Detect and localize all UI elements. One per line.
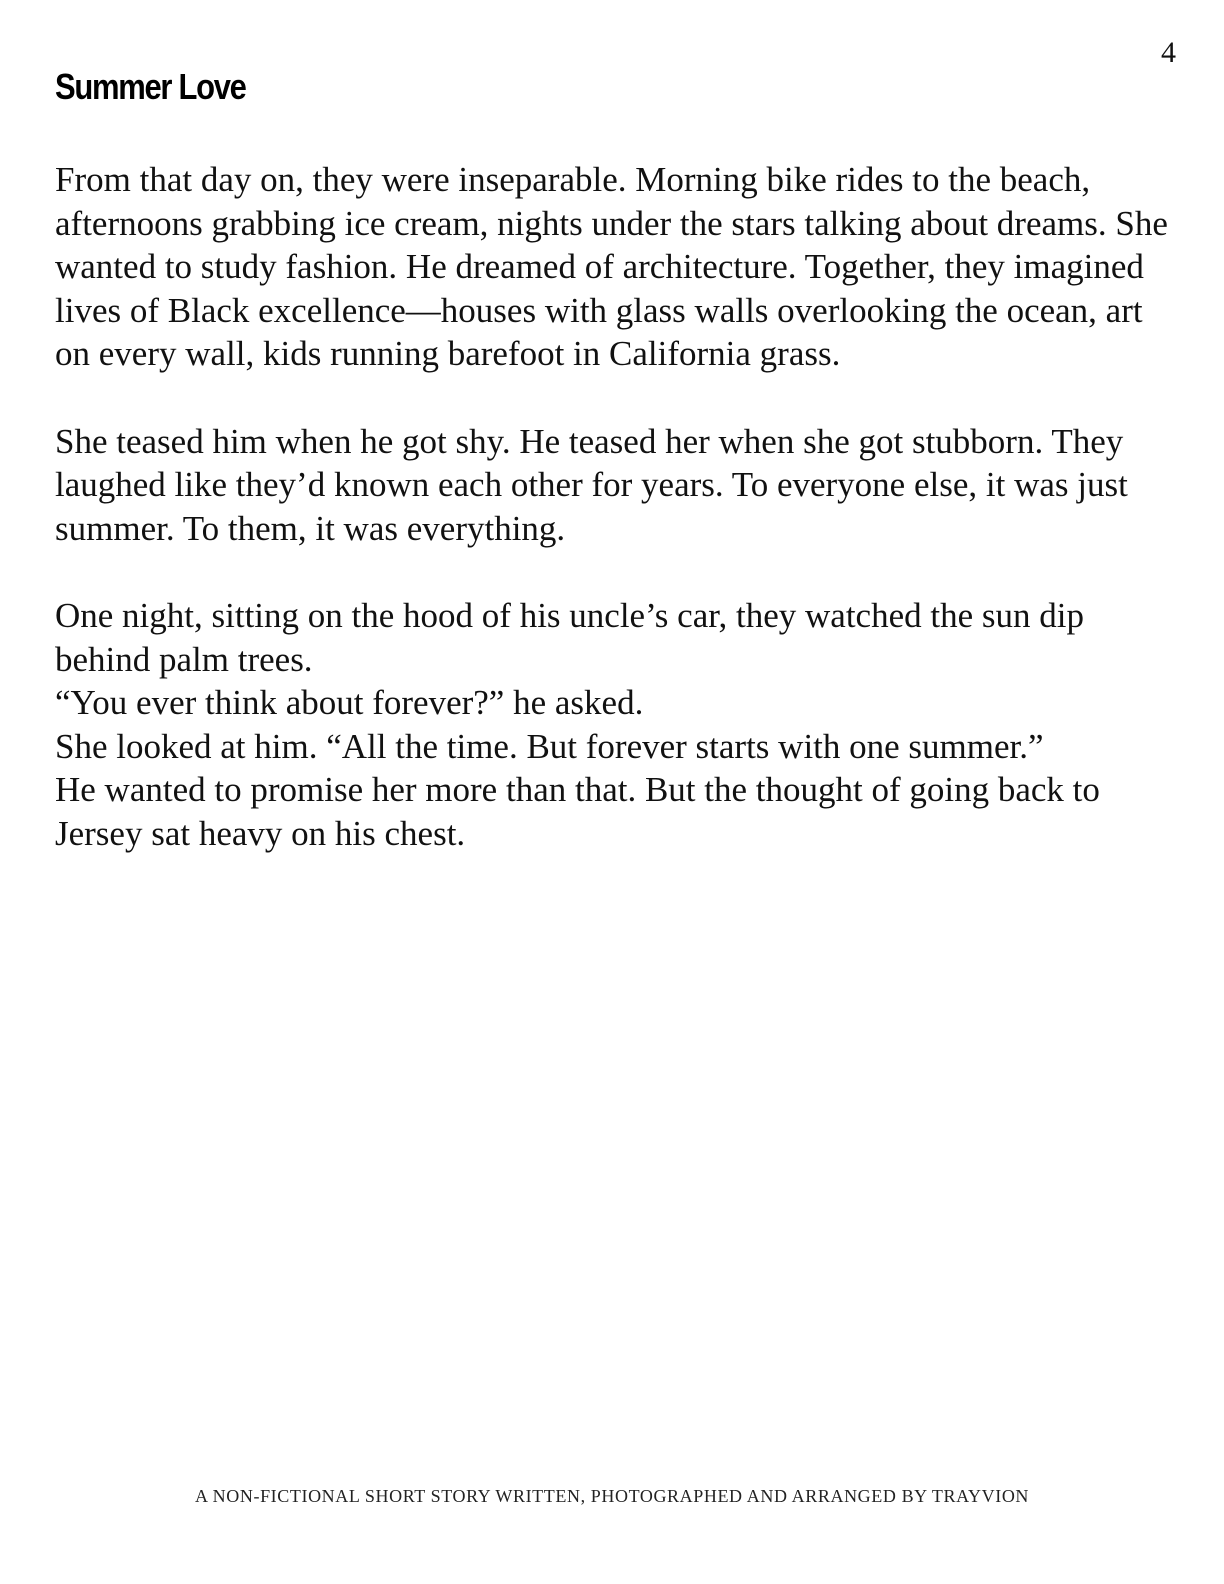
story-body bbox=[55, 158, 1175, 856]
closing-line-3: She looked at him. “All the time. But forever starts with one summer.” bbox=[55, 726, 1044, 766]
paragraph-1: From that day on, they were inseparable. Morning bike rides to the beach, afternoons grabbing ice cream, nights under the stars talking about dreams. She wanted to study fashion. He dreamed of architecture. Together, they imagined lives of Black excellence—houses with glass walls overlooking the ocean, art on every wall, kids running barefoot in California grass. bbox=[55, 160, 1168, 374]
closing-line-4: He wanted to promise her more than that. But the thought of going back to Jersey sat heavy on his chest. bbox=[55, 770, 1100, 853]
paragraph-2: She teased him when he got shy. He teased her when she got stubborn. They laughed like they’d known each other for years. To everyone else, it was just summer. To them, it was everything. bbox=[55, 421, 1128, 548]
closing-line-1: One night, sitting on the hood of his uncle’s car, they watched the sun dip behind palm trees. bbox=[55, 595, 1084, 679]
page-number: 4 bbox=[1161, 36, 1176, 69]
closing-line-2: “You ever think about forever?” he asked. bbox=[55, 683, 644, 723]
chapter-title: Summer Love bbox=[55, 66, 246, 107]
page-footer: A NON-FICTIONAL SHORT STORY WRITTEN, PHOTOGRAPHED AND ARRANGED BY TRAYVION bbox=[194, 1486, 1030, 1506]
